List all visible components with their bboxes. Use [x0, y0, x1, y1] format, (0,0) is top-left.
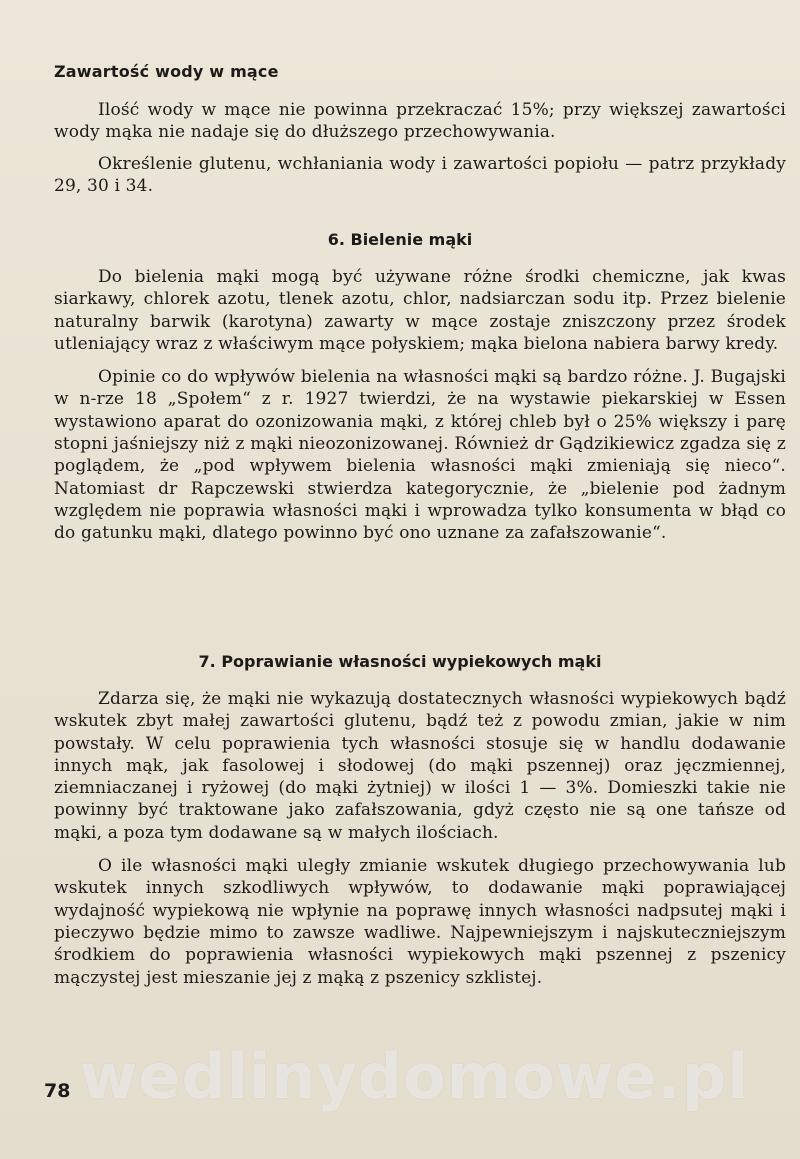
- heading-section-7: 7. Poprawianie własności wypiekowych mąki: [198, 652, 602, 671]
- heading-water-content: Zawartość wody w mące: [54, 62, 279, 81]
- section-6-body: [54, 266, 786, 545]
- watermark: wedlinydomowe.pl: [80, 1040, 750, 1113]
- page-number: 78: [44, 1080, 71, 1102]
- paragraph: Ilość wody w mące nie powinna przekraczać 15%; przy większej zawartości wody mąka nie nadaje się do dłuższego przechowywania.: [54, 100, 786, 143]
- paragraph: Określenie glutenu, wchłaniania wody i zawartości popiołu — patrz przykłady 29, 30 i 34.: [54, 153, 786, 196]
- heading-section-6: 6. Bielenie mąki: [327, 230, 473, 249]
- paragraph: Zdarza się, że mąki nie wykazują dostatecznych własności wypiekowych bądź wskutek zbyt małej zawartości glutenu, bądź też z powodu zmian, jakie w nim powstały. W celu poprawienia tych własności stosuje się w handlu dodawanie innych mąk, jak fasolowej i słodowej (do mąki pszennej) oraz jęczmiennej, ziemniaczanej i ryżowej (do mąki żytniej) w ilości 1 — 3%. Domieszki takie nie powinny być traktowane jako zafałszowania, gdyż często nie są one tańsze od mąki, a poza tym dodawane są w małych ilościach.: [54, 689, 786, 843]
- paragraph: O ile własności mąki uległy zmianie wskutek długiego przechowywania lub wskutek innych szkodliwych wpływów, to dodawanie mąki poprawiającej wydajność wypiekową nie wpłynie na poprawę innych własności nadpsutej mąki i pieczywo będzie mimo to zawsze wadliwe. Najpewniejszym i najskuteczniejszym środkiem do poprawienia własności wypiekowych mąki pszennej z pszenicy mączystej jest mieszanie jej z mąką z pszenicy szklistej.: [54, 856, 786, 988]
- water-content-body: [54, 99, 786, 197]
- section-7-body: [54, 688, 786, 989]
- paragraph: Do bielenia mąki mogą być używane różne środki chemiczne, jak kwas siarkawy, chlorek azotu, tlenek azotu, chlor, nadsiarczan sodu itp. Przez bielenie naturalny barwik (karotyna) zawarty w mące zostaje zniszczony przez środek utleniający wraz z właściwym mące połyskiem; mąka bielona nabiera barwy kredy.: [54, 267, 786, 354]
- paragraph: Opinie co do wpływów bielenia na własności mąki są bardzo różne. J. Bugajski w n-rze 18 „Społem“ z r. 1927 twierdzi, że na wystawie piekarskiej w Essen wystawiono aparat do ozonizowania mąki, z której chleb był o 25% większy i parę stopni jaśniejszy niż z mąki nieozonizowanej. Również dr Gądzikiewicz zgadza się z poglądem, że „pod wpływem bielenia własności mąki zmieniają się nieco“. Natomiast dr Rapczewski stwierdza kategorycznie, że „bielenie pod żadnym względem nie poprawia własności mąki i wprowadza tylko konsumenta w błąd co do gatunku mąki, dlatego powinno być ono uznane za zafałszowanie“.: [54, 367, 786, 544]
